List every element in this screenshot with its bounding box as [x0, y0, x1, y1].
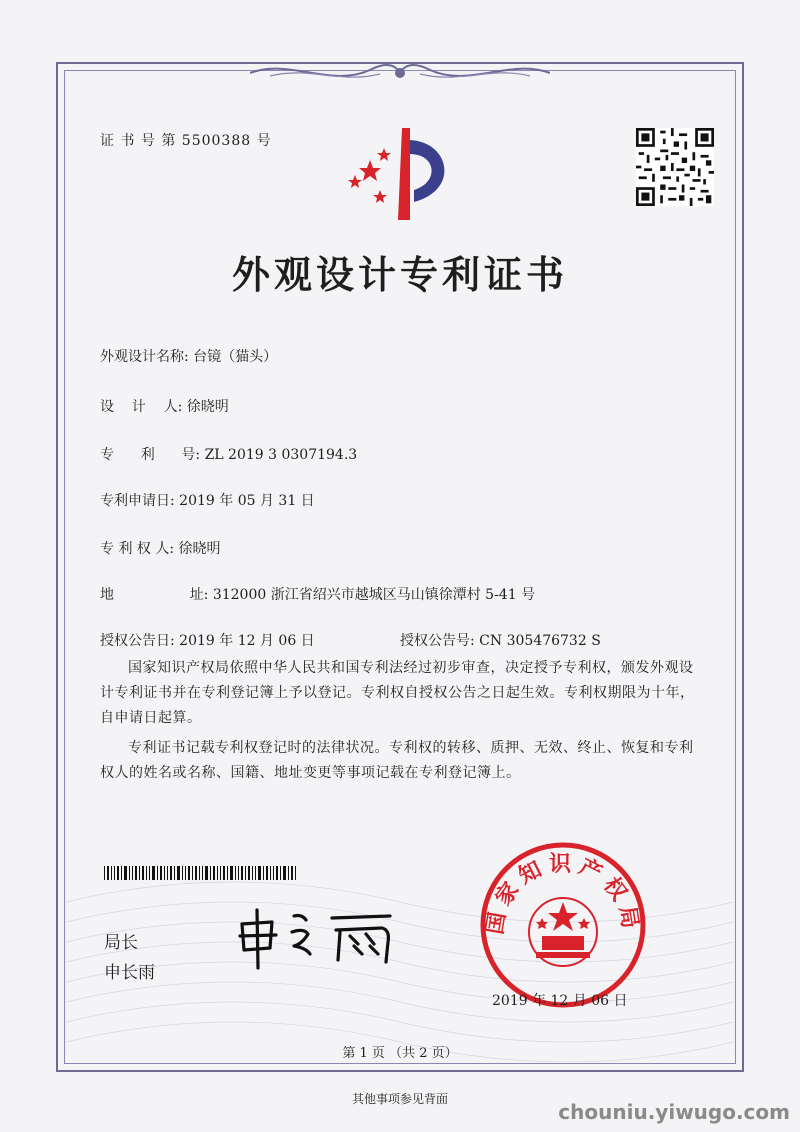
filing-date-label: 专利申请日:	[100, 493, 175, 509]
page-number: 第 1 页 （共 2 页）	[342, 1046, 458, 1061]
barcode-icon	[104, 866, 296, 880]
design-name-label: 外观设计名称:	[100, 349, 189, 365]
grant-number-label: 授权公告号:	[400, 633, 475, 649]
patent-number-row	[100, 444, 357, 464]
svg-text:国家知识产权局: 国家知识产权局	[482, 852, 644, 937]
address-label: 地 址:	[100, 587, 209, 603]
certificate-title: 外观设计专利证书	[231, 253, 568, 297]
grant-date-value: 2019 年 12 月 06 日	[179, 633, 315, 649]
director-title: 局长	[104, 933, 138, 953]
grant-date-row	[100, 630, 315, 650]
design-name-row	[100, 346, 277, 366]
designer-row	[100, 396, 229, 416]
grant-date-label: 授权公告日:	[100, 633, 175, 649]
watermark-text: chouniu.yiwugo.com	[558, 1100, 790, 1124]
qr-code-icon	[636, 128, 714, 206]
grant-number-value: CN 305476732 S	[479, 633, 601, 649]
top-ornament-icon	[250, 58, 550, 88]
grant-number-row	[400, 630, 601, 650]
body-paragraph-1: 国家知识产权局依照中华人民共和国专利法经过初步审查，决定授予专利权，颁发外观设计专利证书并在专利登记簿上予以登记。专利权自授权公告之日起生效。专利权期限为十年，自申请日起算。	[100, 660, 695, 726]
director-name: 申长雨	[104, 963, 155, 983]
official-red-seal-icon	[478, 840, 648, 1010]
design-name-value: 台镜（猫头）	[193, 349, 278, 365]
filing-date-row	[100, 490, 315, 510]
handwritten-signature-icon	[232, 902, 412, 972]
body-paragraph-2: 专利证书记载专利权登记时的法律状况。专利权的转移、质押、无效、终止、恢复和专利权人的姓名或名称、国籍、地址变更等事项记载在专利登记簿上。	[100, 740, 694, 781]
designer-label: 设 计 人:	[100, 399, 183, 415]
footer-note: 其他事项参见背面	[351, 1092, 448, 1106]
patent-number-value: ZL 2019 3 0307194.3	[204, 447, 358, 463]
address-row	[100, 584, 535, 604]
certificate-number: 证 书 号 第 5500388 号	[100, 133, 272, 149]
designer-value: 徐晓明	[186, 399, 229, 415]
patent-number-label: 专 利 号:	[100, 447, 201, 463]
patentee-row	[100, 538, 221, 558]
seal-date: 2019 年 12 月 06 日	[492, 993, 628, 1009]
patentee-value: 徐晓明	[178, 541, 221, 557]
address-value: 312000 浙江省绍兴市越城区马山镇徐潭村 5-41 号	[212, 587, 536, 603]
patentee-label: 专 利 权 人:	[100, 541, 175, 557]
patent-office-emblem-icon	[340, 120, 470, 230]
filing-date-value: 2019 年 05 月 31 日	[179, 493, 315, 509]
